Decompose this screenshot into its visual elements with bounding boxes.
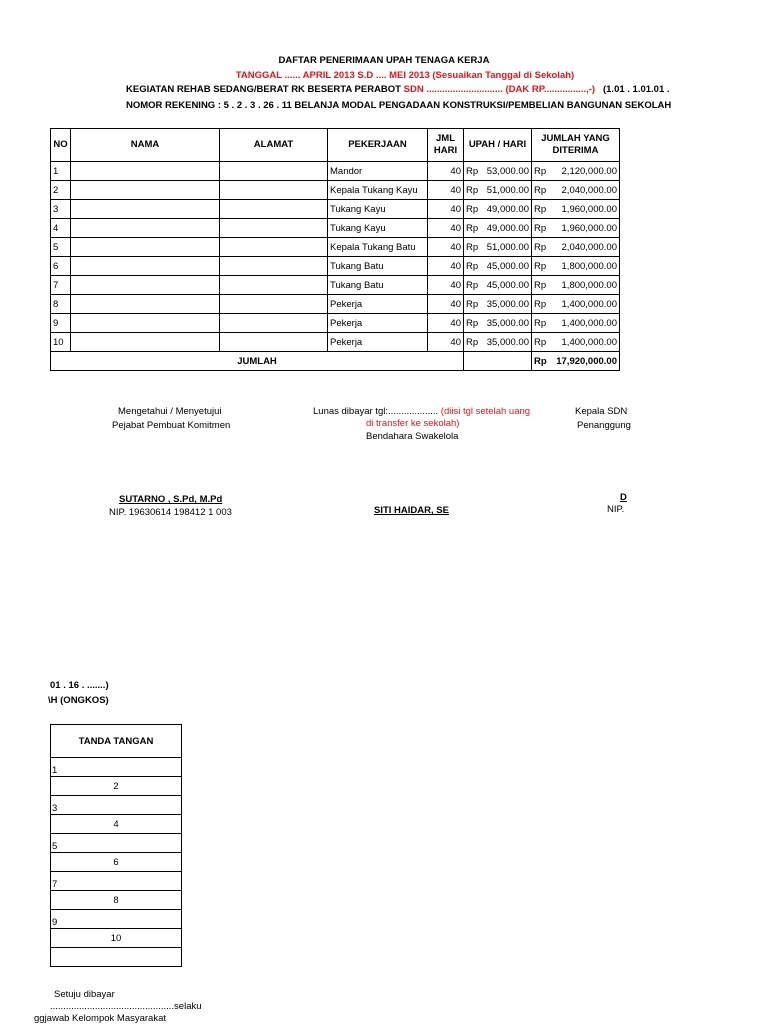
currency-label: Rp xyxy=(466,203,479,215)
cell-pekerjaan: Tukang Batu xyxy=(328,257,428,276)
col-header-jml-hari: JML HARI xyxy=(428,129,464,162)
date-line: TANGGAL ...... APRIL 2013 S.D .... MEI 2013 (Sesuaikan Tanggal di Sekolah) xyxy=(235,70,575,81)
principal-line1: Kepala SDN xyxy=(575,406,628,417)
currency-label: Rp xyxy=(534,260,547,272)
signature-cell: 9 xyxy=(51,910,182,929)
signature-cell xyxy=(51,948,182,967)
table-row xyxy=(51,314,620,333)
cell-no: 4 xyxy=(51,219,71,238)
table-row xyxy=(51,238,620,257)
cell-hari: 40 xyxy=(428,276,464,295)
cell-pekerjaan: Mandor xyxy=(328,162,428,181)
signature-row xyxy=(51,796,182,815)
cell-alamat xyxy=(220,314,328,333)
currency-label: Rp xyxy=(534,317,547,329)
cell-hari: 40 xyxy=(428,162,464,181)
cell-upah xyxy=(464,314,532,333)
currency-label: Rp xyxy=(466,336,479,348)
table-header-row xyxy=(51,129,620,162)
cell-upah xyxy=(464,257,532,276)
currency-label: Rp xyxy=(466,222,479,234)
signature-row xyxy=(51,910,182,929)
cell-nama xyxy=(71,200,220,219)
payment-note2: di transfer ke sekolah) xyxy=(366,418,460,429)
cell-alamat xyxy=(220,162,328,181)
cell-no: 10 xyxy=(51,333,71,352)
amount-value: 35,000.00 xyxy=(486,336,529,348)
cell-nama xyxy=(71,314,220,333)
total-value: 17,920,000.00 xyxy=(556,355,617,367)
cell-pekerjaan: Tukang Batu xyxy=(328,276,428,295)
col-header-jumlah: JUMLAH YANG DITERIMA xyxy=(532,129,620,162)
currency-label: Rp xyxy=(534,298,547,310)
wage-table xyxy=(50,128,620,371)
signature-cell: 6 xyxy=(51,853,182,872)
signature-cell: 7 xyxy=(51,872,182,891)
cell-jumlah xyxy=(532,219,620,238)
cell-no: 6 xyxy=(51,257,71,276)
cell-jumlah xyxy=(532,200,620,219)
cell-upah xyxy=(464,162,532,181)
signature-row xyxy=(51,853,182,872)
account-line: NOMOR REKENING : 5 . 2 . 3 . 26 . 11 BELANJA MODAL PENGADAAN KONSTRUKSI/PEMBELIAN BANGUNAN SEKOLAH xyxy=(126,100,672,111)
cell-pekerjaan: Kepala Tukang Kayu xyxy=(328,181,428,200)
cell-no: 1 xyxy=(51,162,71,181)
cell-nama xyxy=(71,181,220,200)
amount-value: 1,400,000.00 xyxy=(561,298,617,310)
currency-label: Rp xyxy=(466,279,479,291)
total-spacer xyxy=(464,352,532,371)
cell-jumlah xyxy=(532,333,620,352)
amount-value: 1,800,000.00 xyxy=(561,260,617,272)
cell-pekerjaan: Tukang Kayu xyxy=(328,200,428,219)
signature-table xyxy=(50,724,182,967)
cell-nama xyxy=(71,276,220,295)
activity-text: KEGIATAN REHAB SEDANG/BERAT RK BESERTA PERABOT xyxy=(126,84,401,95)
cell-upah xyxy=(464,200,532,219)
col-header-nama: NAMA xyxy=(71,129,220,162)
approve-line2: ...............................................selaku xyxy=(50,1001,202,1012)
cell-alamat xyxy=(220,238,328,257)
signature-row xyxy=(51,929,182,948)
wage-table-body xyxy=(51,162,620,352)
signature-cell: 4 xyxy=(51,815,182,834)
activity-line xyxy=(126,84,670,95)
cell-nama xyxy=(71,295,220,314)
cell-no: 8 xyxy=(51,295,71,314)
cell-pekerjaan: Pekerja xyxy=(328,333,428,352)
amount-value: 51,000.00 xyxy=(486,241,529,253)
table-row xyxy=(51,257,620,276)
document-title: DAFTAR PENERIMAAN UPAH TENAGA KERJA xyxy=(278,55,490,66)
cell-alamat xyxy=(220,200,328,219)
signature-row xyxy=(51,815,182,834)
currency-label: Rp xyxy=(466,241,479,253)
cell-jumlah xyxy=(532,181,620,200)
table-row xyxy=(51,200,620,219)
approver-line1: Mengetahui / Menyetujui xyxy=(118,406,222,417)
cell-hari: 40 xyxy=(428,314,464,333)
cell-no: 7 xyxy=(51,276,71,295)
currency-label: Rp xyxy=(466,260,479,272)
cell-upah xyxy=(464,295,532,314)
amount-value: 51,000.00 xyxy=(486,184,529,196)
table-total-row xyxy=(51,352,620,371)
cell-hari: 40 xyxy=(428,181,464,200)
table-row xyxy=(51,181,620,200)
currency-label: Rp xyxy=(466,317,479,329)
amount-value: 1,960,000.00 xyxy=(561,222,617,234)
code-tail: 01 . 16 . .......) xyxy=(50,680,109,691)
signature-cell: 10 xyxy=(51,929,182,948)
principal-line2: Penanggung xyxy=(577,420,631,431)
currency-label: Rp xyxy=(534,279,547,291)
cell-nama xyxy=(71,219,220,238)
cell-pekerjaan: Tukang Kayu xyxy=(328,219,428,238)
amount-value: 2,120,000.00 xyxy=(561,165,617,177)
total-label: JUMLAH xyxy=(51,352,464,371)
activity-school: SDN ............................. (DAK RP................,-) xyxy=(403,84,596,95)
currency-label: Rp xyxy=(466,184,479,196)
cell-jumlah xyxy=(532,238,620,257)
cell-jumlah xyxy=(532,295,620,314)
signature-table-body xyxy=(51,758,182,967)
cell-nama xyxy=(71,162,220,181)
treasurer-title: Bendahara Swakelola xyxy=(366,431,459,442)
currency-label: Rp xyxy=(534,222,547,234)
amount-value: 45,000.00 xyxy=(486,260,529,272)
signature-header: TANDA TANGAN xyxy=(51,725,182,758)
amount-value: 1,960,000.00 xyxy=(561,203,617,215)
signature-row xyxy=(51,872,182,891)
cell-no: 9 xyxy=(51,314,71,333)
cell-hari: 40 xyxy=(428,219,464,238)
amount-value: 35,000.00 xyxy=(486,317,529,329)
amount-value: 45,000.00 xyxy=(486,279,529,291)
cell-jumlah xyxy=(532,276,620,295)
col-header-upah: UPAH / HARI xyxy=(464,129,532,162)
signature-row xyxy=(51,948,182,967)
payment-date: Lunas dibayar tgl:................... xyxy=(313,406,439,417)
cell-hari: 40 xyxy=(428,200,464,219)
cell-hari: 40 xyxy=(428,238,464,257)
cell-upah xyxy=(464,333,532,352)
table-row xyxy=(51,295,620,314)
cell-jumlah xyxy=(532,162,620,181)
cell-pekerjaan: Pekerja xyxy=(328,295,428,314)
amount-value: 1,400,000.00 xyxy=(561,317,617,329)
approve-line1: Setuju dibayar xyxy=(54,989,115,1000)
approve-line3: ggjawab Kelompok Masyarakat xyxy=(34,1013,167,1024)
cell-alamat xyxy=(220,333,328,352)
principal-name: D xyxy=(620,492,627,503)
currency-label: Rp xyxy=(534,203,547,215)
cell-upah xyxy=(464,181,532,200)
total-value-cell xyxy=(532,352,620,371)
cell-jumlah xyxy=(532,314,620,333)
table-row xyxy=(51,162,620,181)
signature-row xyxy=(51,758,182,777)
table-row xyxy=(51,276,620,295)
cell-alamat xyxy=(220,257,328,276)
cell-hari: 40 xyxy=(428,333,464,352)
signature-row xyxy=(51,834,182,853)
cell-no: 5 xyxy=(51,238,71,257)
signature-cell: 8 xyxy=(51,891,182,910)
cell-pekerjaan: Kepala Tukang Batu xyxy=(328,238,428,257)
signature-row xyxy=(51,777,182,796)
amount-value: 53,000.00 xyxy=(486,165,529,177)
signature-cell: 2 xyxy=(51,777,182,796)
cell-alamat xyxy=(220,219,328,238)
cell-hari: 40 xyxy=(428,295,464,314)
cell-upah xyxy=(464,219,532,238)
ongkos-line: \H (ONGKOS) xyxy=(48,695,109,706)
cell-alamat xyxy=(220,276,328,295)
signature-cell: 3 xyxy=(51,796,182,815)
col-header-no: NO xyxy=(51,129,71,162)
amount-value: 1,800,000.00 xyxy=(561,279,617,291)
cell-nama xyxy=(71,238,220,257)
col-header-pekerjaan: PEKERJAAN xyxy=(328,129,428,162)
currency-label: Rp xyxy=(534,336,547,348)
cell-no: 2 xyxy=(51,181,71,200)
currency-label: Rp xyxy=(534,165,547,177)
col-header-alamat: ALAMAT xyxy=(220,129,328,162)
cell-jumlah xyxy=(532,257,620,276)
approver-nip: NIP. 19630614 198412 1 003 xyxy=(109,507,232,518)
currency-label: Rp xyxy=(466,165,479,177)
amount-value: 2,040,000.00 xyxy=(561,184,617,196)
amount-value: 49,000.00 xyxy=(486,203,529,215)
currency-label: Rp xyxy=(534,241,547,253)
signature-cell: 1 xyxy=(51,758,182,777)
treasurer-name: SITI HAIDAR, SE xyxy=(374,505,449,516)
cell-nama xyxy=(71,257,220,276)
cell-pekerjaan: Pekerja xyxy=(328,314,428,333)
total-currency: Rp xyxy=(534,355,547,367)
approver-name: SUTARNO , S.Pd, M.Pd xyxy=(119,494,223,505)
cell-no: 3 xyxy=(51,200,71,219)
amount-value: 49,000.00 xyxy=(486,222,529,234)
activity-code: (1.01 . 1.01.01 . xyxy=(602,84,670,95)
cell-upah xyxy=(464,238,532,257)
approver-line2: Pejabat Pembuat Komitmen xyxy=(112,420,231,431)
amount-value: 35,000.00 xyxy=(486,298,529,310)
currency-label: Rp xyxy=(534,184,547,196)
signature-header-row xyxy=(51,725,182,758)
currency-label: Rp xyxy=(466,298,479,310)
cell-hari: 40 xyxy=(428,257,464,276)
cell-upah xyxy=(464,276,532,295)
signature-cell: 5 xyxy=(51,834,182,853)
table-row xyxy=(51,219,620,238)
table-row xyxy=(51,333,620,352)
cell-alamat xyxy=(220,295,328,314)
amount-value: 2,040,000.00 xyxy=(561,241,617,253)
signature-row xyxy=(51,891,182,910)
payment-note1: (diisi tgl setelah uang xyxy=(440,406,531,417)
principal-nip: NIP. xyxy=(607,504,625,515)
cell-alamat xyxy=(220,181,328,200)
cell-nama xyxy=(71,333,220,352)
payment-line1 xyxy=(313,406,530,417)
amount-value: 1,400,000.00 xyxy=(561,336,617,348)
